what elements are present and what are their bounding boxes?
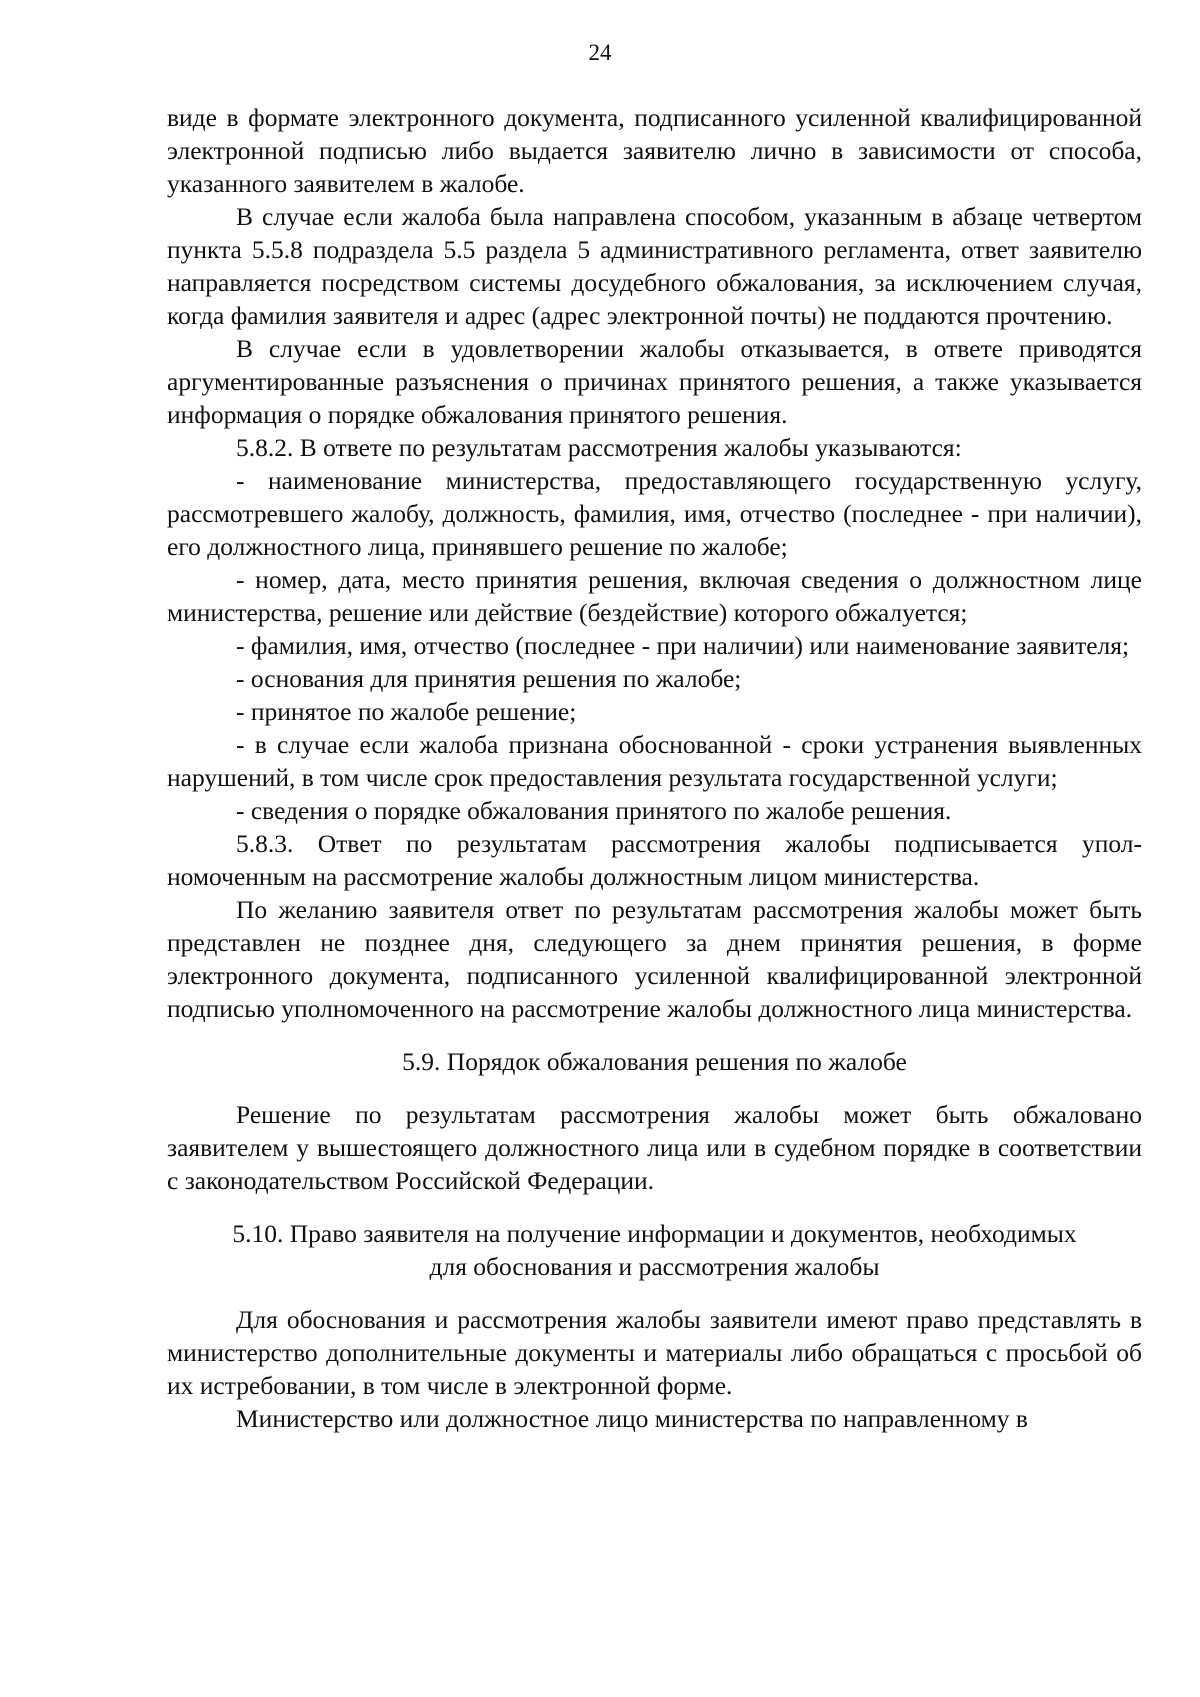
- page-number: 24: [588, 40, 612, 65]
- list-item-ministry-name: - наименование министерства, предоставляющего государственную услугу, рассмотревшего жалобу, должность, фамилия, имя, отчество (последнее - при наличии), его должностного лица, принявшего решение по жалобе;: [167, 466, 1142, 561]
- list-item-decision: - принятое по жалобе решение;: [236, 697, 577, 726]
- list-item-appeal-info: - сведения о порядке обжалования принятого по жалобе решения.: [236, 796, 952, 825]
- list-item-grounds: - основания для принятия решения по жалобе;: [236, 664, 742, 693]
- paragraph-5-8-2: 5.8.2. В ответе по результатам рассмотрения жалобы указываются:: [236, 433, 962, 462]
- section-heading-5-10-line2: для обоснования и рассмотрения жалобы: [429, 1252, 880, 1281]
- section-heading-5-9: 5.9. Порядок обжалования решения по жалобе: [402, 1047, 907, 1076]
- paragraph-continuation: виде в формате электронного документа, подписанного усиленной квалифицированной электронной подписью либо выдается заявителю лично в зависимости от способа, указанного заявителем в жалобе.: [167, 103, 1142, 198]
- list-item-decision-number: - номер, дата, место принятия решения, включая сведения о должностном лице министерства, решение или действие (бездействие) которого обжалуется;: [167, 565, 1142, 627]
- paragraph-5-10-documents: Для обоснования и рассмотрения жалобы заявители имеют право представлять в министерство дополнительные документы и материалы либо обращаться с просьбой об их истребовании, в том числе в электронной форме.: [167, 1305, 1142, 1400]
- section-heading-5-10-line1: 5.10. Право заявителя на получение информации и документов, необходимых: [232, 1219, 1077, 1248]
- paragraph-complaint-method: В случае если жалоба была направлена способом, указанным в абзаце четвертом пункта 5.5.8 подраздела 5.5 раздела 5 административного регламента, ответ заявителю направляется посредством системы досудебного обжалования, за исключением случая, когда фамилия заявителя и адрес (адрес электронной почты) не поддаются прочтению.: [167, 202, 1142, 330]
- list-item-applicant-name: - фамилия, имя, отчество (последнее - при наличии) или наименование заявителя;: [236, 631, 1130, 660]
- document-body: [167, 101, 1142, 1435]
- paragraph-electronic-answer: По желанию заявителя ответ по результатам рассмотрения жалобы может быть представлен не позднее дня, следующего за днем принятия решения, в форме электронного документа, подписанного усиленной квалифицированной электронной подписью уполномоченного на рассмотрение жалобы должностного лица министерства.: [167, 895, 1142, 1023]
- paragraph-5-10-ministry: Министерство или должностное лицо министерства по направленному в: [236, 1404, 1028, 1433]
- paragraph-5-8-3: 5.8.3. Ответ по результатам рассмотрения жалобы подписывается уполномоченным на рассмотрение жалобы должностным лицом министерства.: [167, 829, 1142, 891]
- paragraph-5-9-appeal: Решение по результатам рассмотрения жалобы может быть обжаловано заявителем у вышестоящего должностного лица или в судебном порядке в соответствии с законодательством Российской Федерации.: [167, 1100, 1142, 1195]
- list-item-justified: - в случае если жалоба признана обоснованной - сроки устранения выявленных нарушений, в том числе срок предоставления результата государственной услуги;: [167, 730, 1142, 792]
- paragraph-refusal: В случае если в удовлетворении жалобы отказывается, в ответе приводятся аргументированные разъяснения о причинах принятого решения, а также указывается информация о порядке обжалования принятого решения.: [167, 334, 1142, 429]
